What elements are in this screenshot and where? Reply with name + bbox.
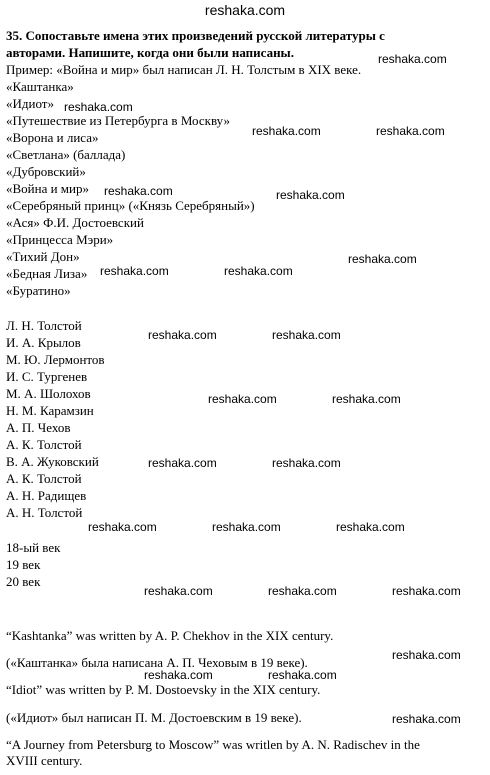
- watermark: reshaka.com: [268, 584, 337, 598]
- author-item: А. Н. Радищев: [6, 488, 87, 503]
- watermark: reshaka.com: [100, 264, 169, 278]
- author-item: Л. Н. Толстой: [6, 318, 82, 333]
- watermark: reshaka.com: [268, 668, 337, 682]
- watermark: reshaka.com: [276, 188, 345, 202]
- watermark: reshaka.com: [104, 184, 173, 198]
- answer-line: “Kashtanka” was written by A. P. Chekhov in the XIX century.: [6, 628, 334, 643]
- watermark: reshaka.com: [348, 252, 417, 266]
- watermark: reshaka.com: [208, 392, 277, 406]
- watermark: reshaka.com: [148, 328, 217, 342]
- work-item: «Тихий Дон»: [6, 249, 80, 264]
- site-title: reshaka.com: [204, 2, 286, 18]
- watermark: reshaka.com: [392, 712, 461, 726]
- watermark: reshaka.com: [224, 264, 293, 278]
- work-item: «Ворона и лиса»: [6, 130, 99, 145]
- author-item: М. А. Шолохов: [6, 386, 91, 401]
- author-item: Н. М. Карамзин: [6, 403, 94, 418]
- work-item: «Светлана» (баллада): [6, 147, 126, 162]
- author-item: А. Н. Толстой: [6, 505, 83, 520]
- watermark: reshaka.com: [144, 584, 213, 598]
- answer-line: («Каштанка» была написана А. П. Чеховым в 19 веке).: [6, 655, 308, 670]
- watermark: reshaka.com: [88, 520, 157, 534]
- watermark: reshaka.com: [148, 456, 217, 470]
- work-item: «Серебряный принц» («Князь Серебряный»): [6, 198, 255, 213]
- work-item: «Буратино»: [6, 283, 71, 298]
- watermark: reshaka.com: [272, 328, 341, 342]
- author-item: И. А. Крылов: [6, 335, 81, 350]
- work-item: «Война и мир»: [6, 181, 89, 196]
- century-item: 19 век: [6, 557, 41, 572]
- example-line: Пример: «Война и мир» был написан Л. Н. Толстым в XIX веке.: [6, 62, 362, 77]
- watermark: reshaka.com: [336, 520, 405, 534]
- watermark: reshaka.com: [252, 124, 321, 138]
- century-item: 18-ый век: [6, 540, 61, 555]
- author-item: А. К. Толстой: [6, 471, 82, 486]
- work-item: «Бедная Лиза»: [6, 266, 88, 281]
- author-item: В. А. Жуковский: [6, 454, 99, 469]
- work-item: «Ася» Ф.И. Достоевский: [6, 215, 144, 230]
- watermark: reshaka.com: [212, 520, 281, 534]
- watermark: reshaka.com: [144, 668, 213, 682]
- author-item: А. П. Чехов: [6, 420, 71, 435]
- work-item: «Принцесса Мэри»: [6, 232, 114, 247]
- century-item: 20 век: [6, 574, 41, 589]
- author-item: М. Ю. Лермонтов: [6, 352, 105, 367]
- watermark: reshaka.com: [392, 584, 461, 598]
- watermark: reshaka.com: [64, 100, 133, 114]
- watermark: reshaka.com: [332, 392, 401, 406]
- author-item: И. С. Тургенев: [6, 369, 88, 384]
- watermark: reshaka.com: [376, 124, 445, 138]
- work-item: «Дубровский»: [6, 164, 86, 179]
- answer-line: “Idiot” was written by P. M. Dostoevsky in the XIX century.: [6, 682, 321, 697]
- answer-line: “A Journey from Petersburg to Moscow” was writlen by A. N. Radischev in the: [6, 737, 420, 752]
- task-heading-line-2: авторами. Напишите, когда они были написаны.: [6, 45, 294, 60]
- work-item: «Идиот»: [6, 96, 54, 111]
- watermark: reshaka.com: [378, 52, 447, 66]
- task-heading-line-1: 35. Сопоставьте имена этих произведений русской литературы с: [6, 28, 385, 43]
- author-item: А. К. Толстой: [6, 437, 82, 452]
- watermark: reshaka.com: [272, 456, 341, 470]
- work-item: «Каштанка»: [6, 79, 74, 94]
- work-item: «Путешествие из Петербурга в Москву»: [6, 113, 230, 128]
- answer-line: («Идиот» был написан П. М. Достоевским в 19 веке).: [6, 710, 302, 725]
- answer-line: XVIII century.: [6, 753, 83, 768]
- watermark: reshaka.com: [392, 648, 461, 662]
